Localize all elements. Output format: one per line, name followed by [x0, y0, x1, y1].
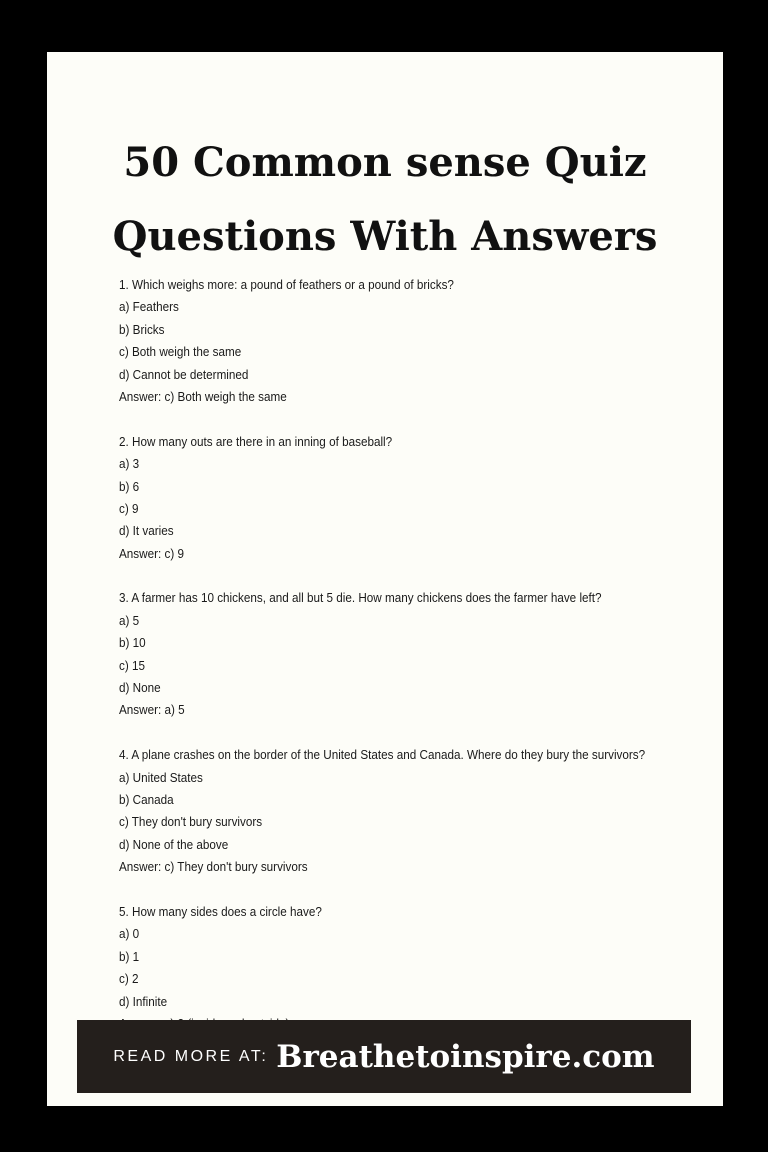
option-a: a) 0: [119, 926, 140, 942]
title-line-2: Questions With Answers: [112, 213, 658, 260]
option-d: d) Infinite: [119, 993, 168, 1009]
option-b: b) Bricks: [119, 321, 165, 337]
answer-text: Answer: c) They don't bury survivors: [119, 859, 308, 875]
question-list: [119, 274, 759, 1058]
option-c: c) Both weigh the same: [119, 344, 242, 360]
question-block: [119, 274, 759, 408]
option-a: a) 3: [119, 456, 140, 472]
option-a: a) United States: [119, 769, 203, 785]
question-text: 1. Which weighs more: a pound of feathers or a pound of bricks?: [119, 277, 454, 292]
title-line-1: 50 Common sense Quiz: [123, 139, 647, 186]
page-title: [47, 126, 723, 274]
read-more-label: READ MORE AT:: [113, 1047, 269, 1065]
option-c: c) 15: [119, 657, 146, 673]
question-text: 4. A plane crashes on the border of the United States and Canada. Where do they bury the survivors?: [119, 747, 646, 763]
question-block: [119, 744, 759, 878]
option-d: d) It varies: [119, 523, 174, 539]
option-d: d) Cannot be determined: [119, 366, 249, 382]
option-b: b) 1: [119, 948, 140, 964]
site-name: Breathetoinspire.com: [276, 1038, 655, 1075]
answer-text: Answer: c) Both weigh the same: [119, 388, 287, 404]
answer-text: Answer: a) 5: [119, 702, 185, 718]
question-block: [119, 901, 759, 1035]
option-a: a) Feathers: [119, 299, 179, 315]
option-a: a) 5: [119, 612, 140, 628]
option-b: b) Canada: [119, 791, 174, 807]
question-text: 5. How many sides does a circle have?: [119, 903, 322, 919]
option-b: b) 6: [119, 478, 140, 494]
option-b: b) 10: [119, 635, 146, 651]
option-c: c) 2: [119, 971, 139, 987]
read-more-banner: [77, 1020, 691, 1093]
option-c: c) 9: [119, 500, 139, 516]
option-d: d) None of the above: [119, 836, 229, 852]
option-d: d) None: [119, 680, 161, 696]
answer-text: Answer: c) 9: [119, 545, 185, 561]
question-text: 3. A farmer has 10 chickens, and all but 5 die. How many chickens does the farmer have left?: [119, 590, 602, 606]
option-c: c) They don't bury survivors: [119, 814, 263, 830]
question-text: 2. How many outs are there in an inning of baseball?: [119, 433, 393, 449]
quiz-card: [47, 52, 723, 1106]
question-block: [119, 431, 759, 565]
question-block: [119, 587, 759, 721]
